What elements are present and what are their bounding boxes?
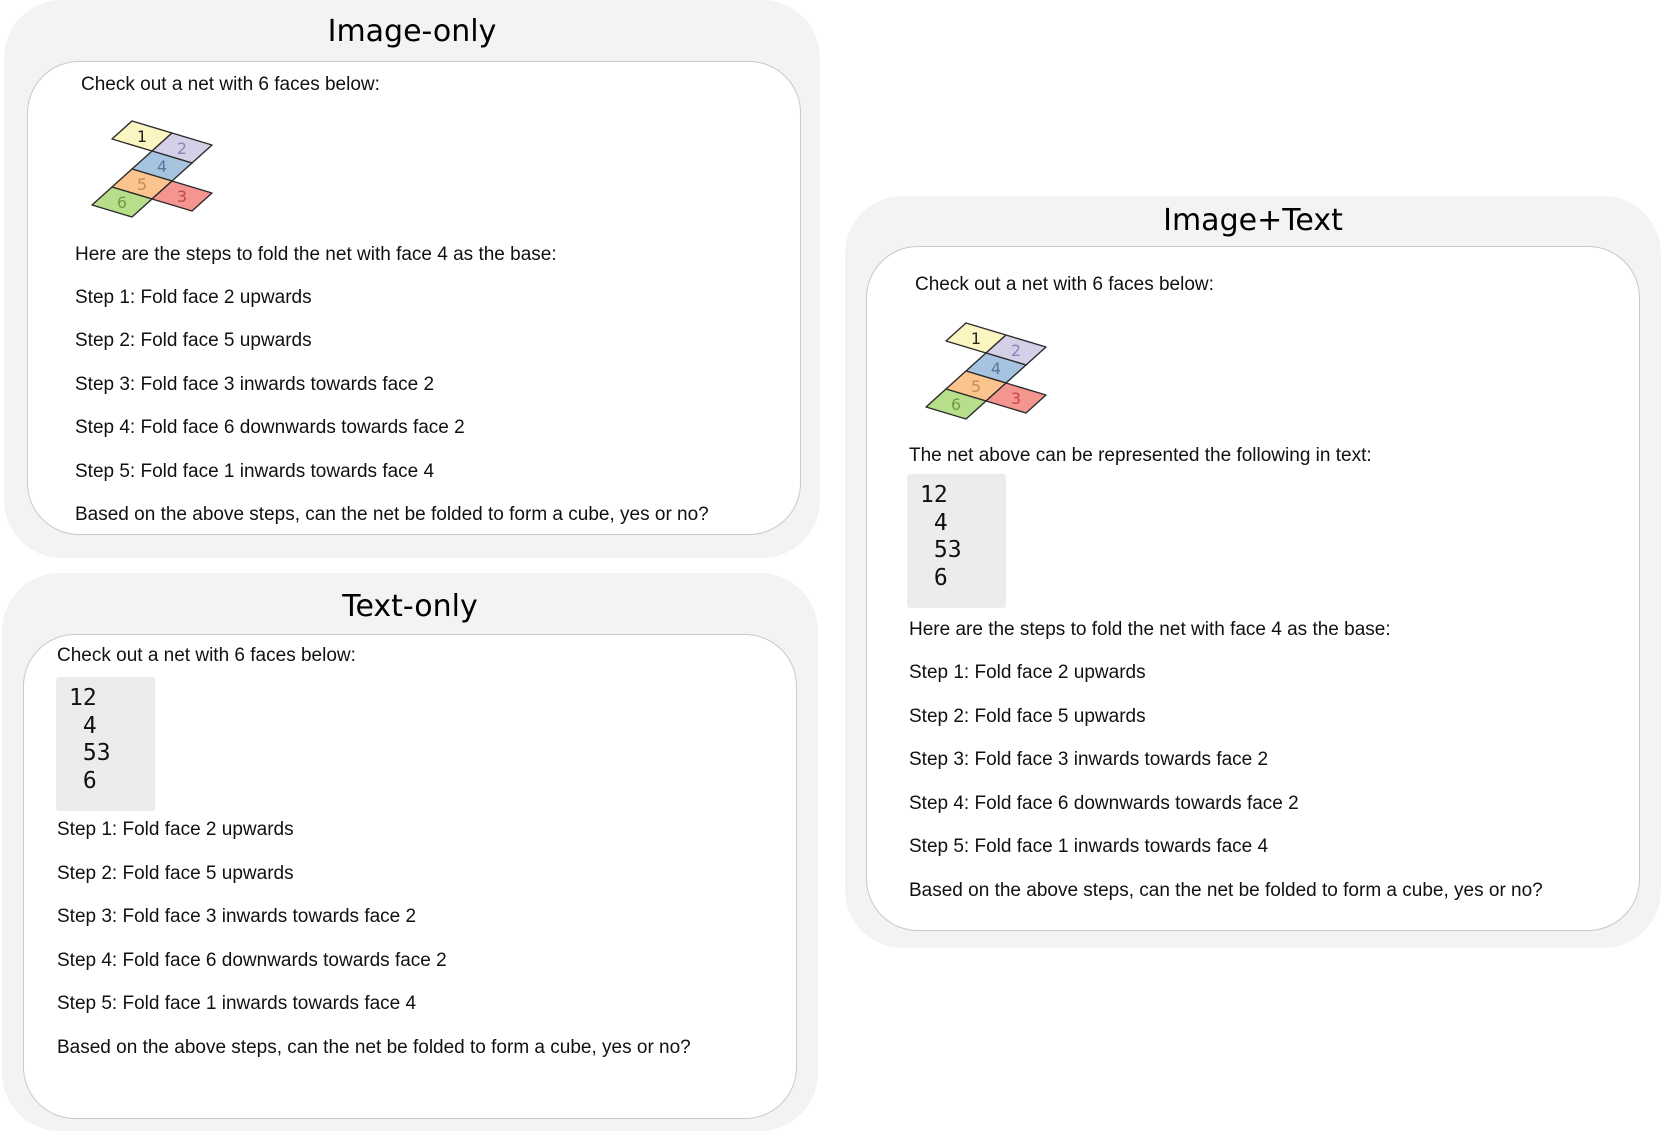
net-face-label: 6 [950,395,962,414]
image-text-repr-text: The net above can be represented the following in text: [909,445,1372,466]
text-only-net-text [56,677,155,811]
image-only-step: Step 4: Fold face 6 downwards towards face 2 [75,417,465,438]
text-only-step: Step 4: Fold face 6 downwards towards face 2 [57,950,447,971]
image-only-step: Step 3: Fold face 3 inwards towards face 2 [75,374,435,395]
image-only-question: Based on the above steps, can the net be folded to form a cube, yes or no? [75,504,709,525]
net-text-row: 12 [920,482,948,508]
image-text-step: Step 4: Fold face 6 downwards towards face 2 [909,793,1299,814]
text-only-step: Step 5: Fold face 1 inwards towards face 4 [57,993,417,1014]
image-only-card [27,61,801,535]
image-text-question: Based on the above steps, can the net be folded to form a cube, yes or no? [909,880,1543,901]
image-only-base-text: Here are the steps to fold the net with face 4 as the base: [75,244,557,265]
image-text-step: Step 3: Fold face 3 inwards towards face 2 [909,749,1269,770]
net-face-label: 4 [156,157,168,176]
net-text-row: 4 [69,712,97,739]
net-face-label: 3 [176,187,188,206]
image-text-intro: Check out a net with 6 faces below: [915,274,1214,295]
net-text-row: 53 [69,740,111,766]
text-only-panel [2,573,818,1131]
image-only-step: Step 5: Fold face 1 inwards towards face 4 [75,461,435,482]
image-text-net-diagram [914,310,1104,440]
image-only-step: Step 2: Fold face 5 upwards [75,330,312,351]
image-only-net-diagram [80,108,270,238]
net-face-label: 1 [970,329,982,348]
image-text-title: Image+Text [1163,203,1343,238]
image-text-step: Step 5: Fold face 1 inwards towards face 4 [909,836,1269,857]
image-text-card [866,246,1640,931]
image-text-panel [845,196,1661,948]
net-face-label: 4 [990,359,1002,378]
text-only-title: Text-only [342,589,478,624]
net-face-label: 6 [116,193,128,212]
text-only-question: Based on the above steps, can the net be folded to form a cube, yes or no? [57,1037,691,1058]
image-only-title: Image-only [327,14,497,49]
image-text-step: Step 2: Fold face 5 upwards [909,706,1146,727]
net-face-label: 2 [1010,341,1022,360]
text-only-intro: Check out a net with 6 faces below: [57,645,356,666]
net-text-row: 6 [69,767,97,794]
image-only-step: Step 1: Fold face 2 upwards [75,287,312,308]
net-text-row: 53 [920,537,962,563]
net-text-row: 4 [920,509,948,536]
text-only-step: Step 1: Fold face 2 upwards [57,819,294,840]
text-only-step: Step 3: Fold face 3 inwards towards face 2 [57,906,417,927]
text-only-card [23,634,797,1119]
image-text-base-text: Here are the steps to fold the net with face 4 as the base: [909,619,1391,640]
image-only-panel [4,0,820,558]
net-text-row: 12 [69,685,97,711]
net-face-label: 1 [136,127,148,146]
net-face-label: 5 [970,377,982,396]
net-face-label: 2 [176,139,188,158]
net-face-label: 5 [136,175,148,194]
net-text-row: 6 [920,564,948,591]
net-face-label: 3 [1010,389,1022,408]
text-only-step: Step 2: Fold face 5 upwards [57,863,294,884]
image-text-step: Step 1: Fold face 2 upwards [909,662,1146,683]
image-only-intro: Check out a net with 6 faces below: [81,74,380,95]
image-text-net-text [907,474,1006,608]
